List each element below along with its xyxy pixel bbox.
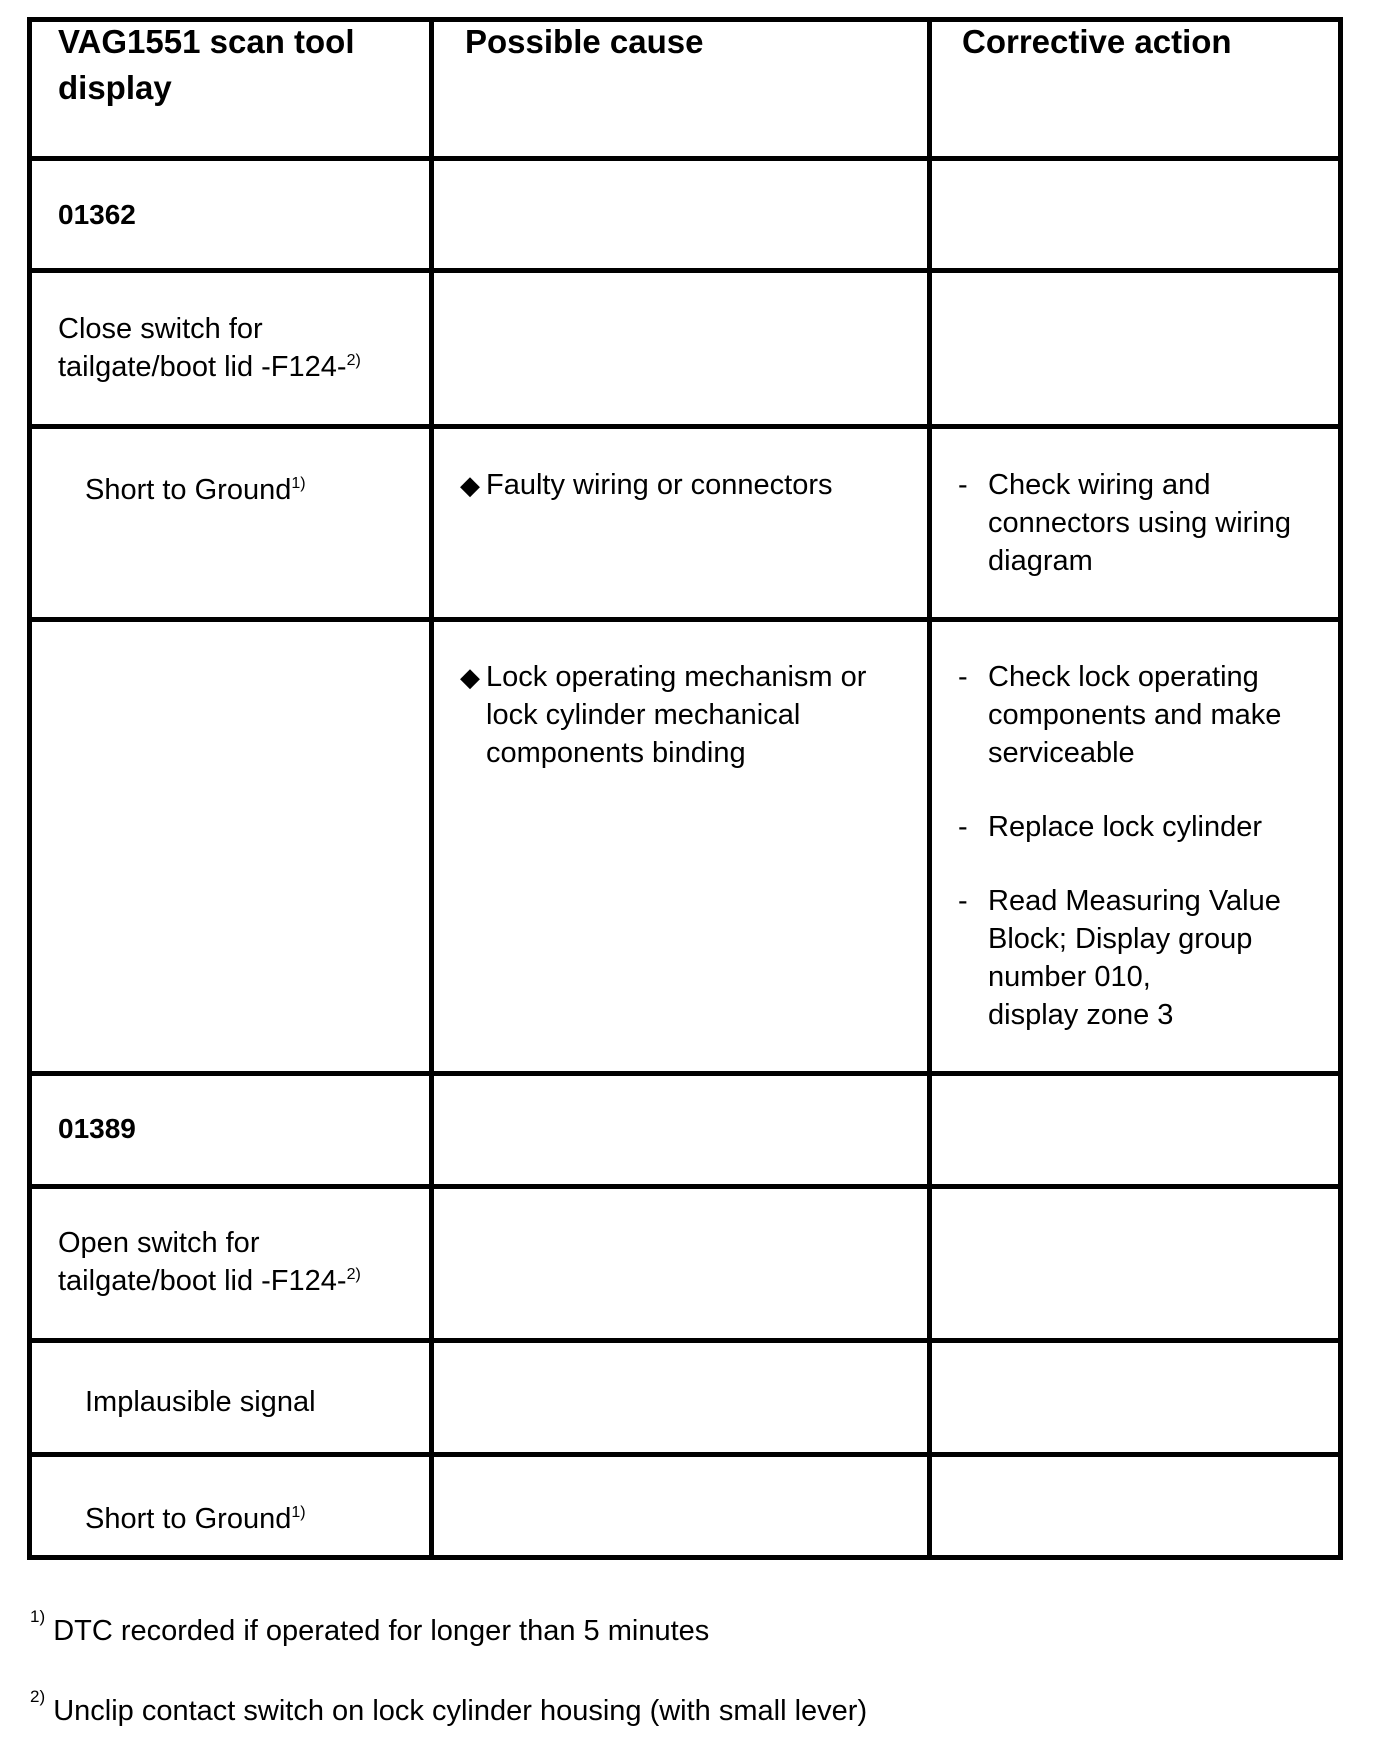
action-line: display zone 3 [988,999,1174,1031]
footnote-ref: 2) [346,1266,361,1283]
fault-type-text: Short to Ground [85,1503,292,1535]
header-line: VAG1551 scan tool [58,23,355,60]
description-line: Close switch for [58,313,263,345]
action-line: serviceable [988,737,1135,769]
dtc-code: 01362 [58,199,136,230]
possible-cause-item [460,658,866,772]
row-divider [27,1071,1343,1076]
component-description [58,310,361,386]
row-divider [27,1452,1343,1457]
row-divider [27,156,1343,161]
fault-type: Implausible signal [85,1386,316,1418]
dash-bullet-icon: - [958,661,968,693]
action-line: Block; Display group [988,923,1253,955]
dash-bullet-icon: - [958,469,968,501]
footnote-mark: 2) [30,1687,46,1706]
header-possible-cause: Possible cause [465,23,704,60]
row-divider [27,1338,1343,1343]
footnote-ref: 1) [291,475,306,492]
row-divider [27,424,1343,429]
dash-bullet-icon: - [958,885,968,917]
fault-type-text: Short to Ground [85,474,292,506]
action-line: connectors using wiring [988,507,1292,539]
description-line: tailgate/boot lid -F124- [58,1265,347,1297]
diamond-bullet-icon: ◆ [460,470,480,500]
header-corrective-action: Corrective action [962,23,1232,60]
header-line: display [58,69,172,106]
dash-bullet-icon: - [958,811,968,843]
possible-cause-item [460,466,833,504]
header-scan-tool-display [58,19,355,111]
footnote-text: DTC recorded if operated for longer than 5 minutes [53,1615,710,1647]
column-divider [927,17,932,1560]
action-line: number 010, [988,961,1151,993]
footnote-text: Unclip contact switch on lock cylinder housing (with small lever) [53,1695,868,1727]
corrective-action-item [958,882,1281,1034]
dtc-code: 01389 [58,1113,136,1144]
fault-type [85,1500,306,1538]
cause-text: lock cylinder mechanical [486,699,801,731]
corrective-action-item [958,808,1262,846]
action-line: Check lock operating [988,661,1259,693]
column-divider [429,17,434,1560]
footnote-1 [30,1607,710,1648]
action-line: Check wiring and [988,469,1211,501]
action-line: Read Measuring Value [988,885,1281,917]
corrective-action-item [958,658,1281,772]
cause-text: components binding [486,737,746,769]
footnote-ref: 2) [346,352,361,369]
action-line: diagram [988,545,1093,577]
row-divider [27,617,1343,622]
diamond-bullet-icon: ◆ [460,662,480,692]
corrective-action-item [958,466,1291,580]
cause-text: Faulty wiring or connectors [486,469,833,501]
description-line: tailgate/boot lid -F124- [58,351,347,383]
footnote-mark: 1) [30,1607,46,1626]
footnote-ref: 1) [291,1504,306,1521]
action-line: components and make [988,699,1282,731]
fault-type [85,471,306,509]
row-divider [27,1184,1343,1189]
fault-table [27,17,1343,1560]
component-description [58,1224,361,1300]
action-line: Replace lock cylinder [988,811,1263,843]
cause-text: Lock operating mechanism or [486,661,867,693]
row-divider [27,268,1343,273]
description-line: Open switch for [58,1227,260,1259]
footnote-2 [30,1687,868,1728]
